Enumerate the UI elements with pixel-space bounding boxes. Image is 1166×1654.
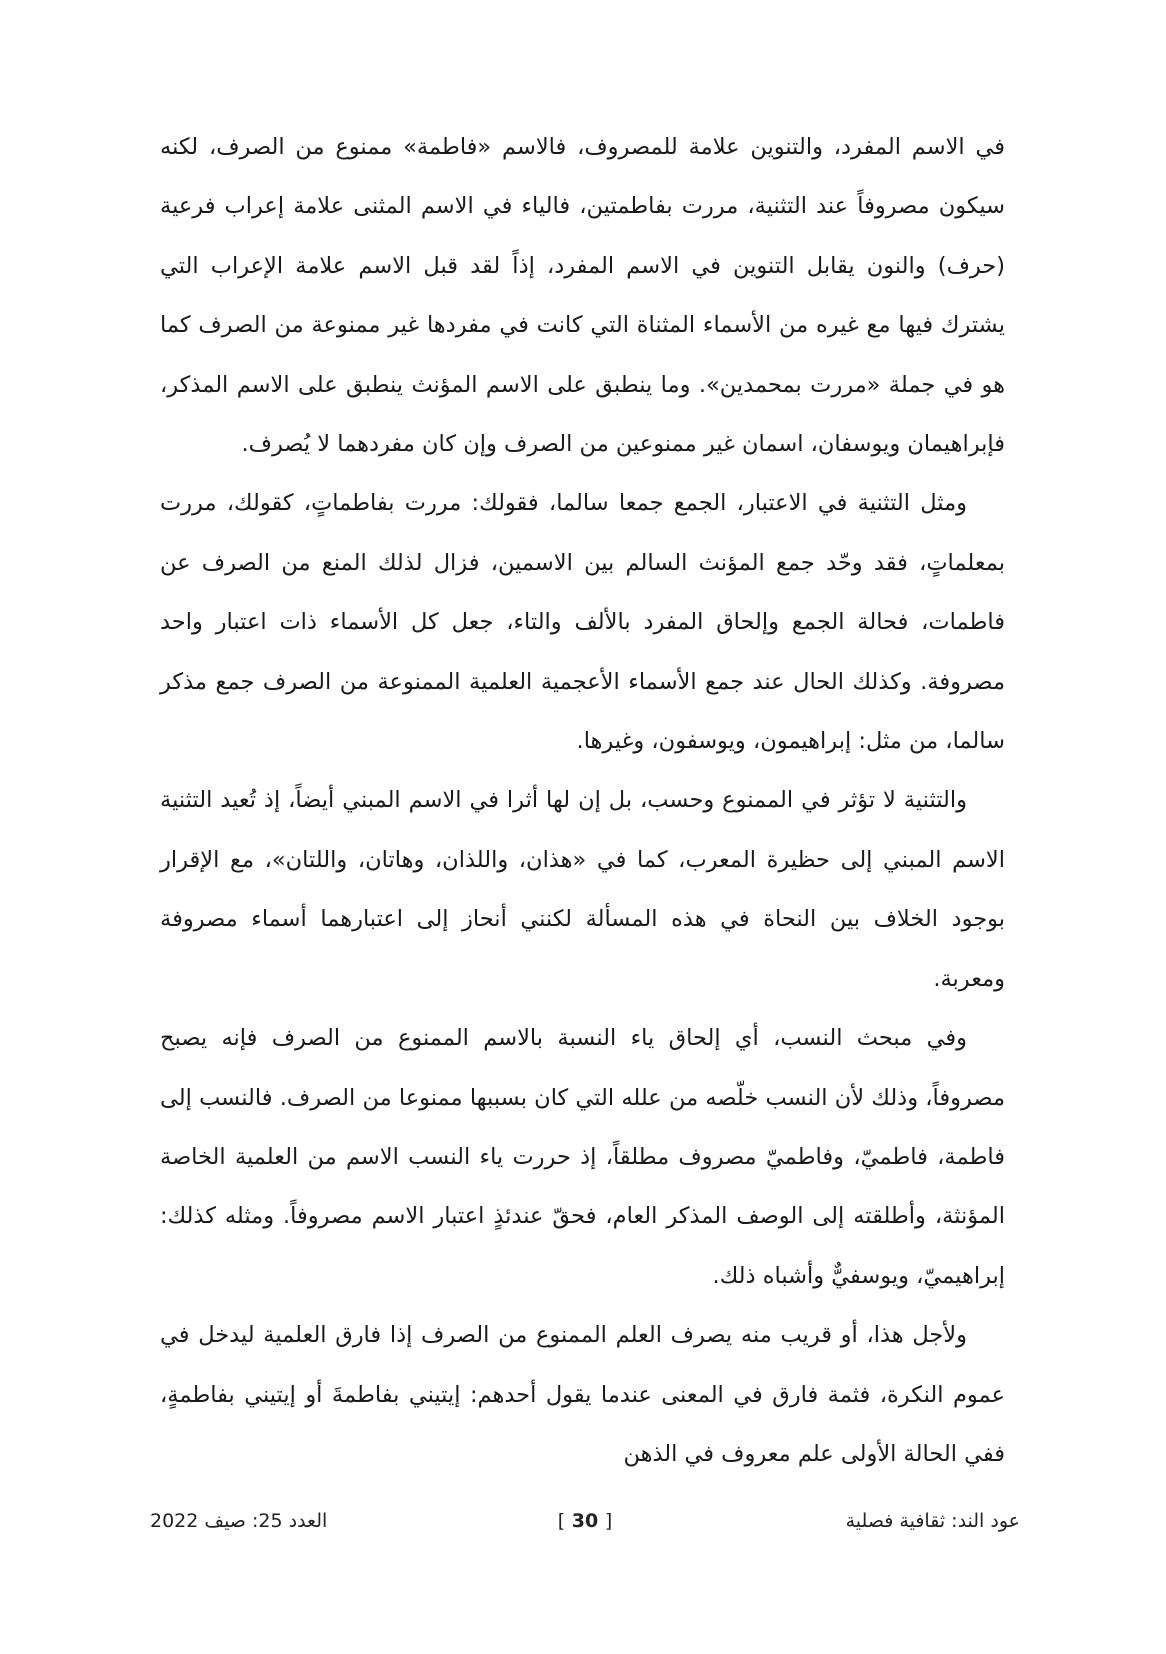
page-number-value: 30 bbox=[571, 1510, 599, 1532]
paragraph-4: وفي مبحث النسب، أي إلحاق ياء النسبة بالاسم الممنوع من الصرف فإنه يصبح مصروفاً، وذلك لأن النسب خلّصه من علله التي كان بسببها ممنوعا من الصرف. فالنسب إلى فاطمة، فاطميّ، وفاطميّ مصروف مطلقاً، إذ حررت ياء النسب الاسم من العلمية الخاصة المؤنثة، وأطلقته إلى الوصف المذكر العام، فحقّ عندئذٍ اعتبار الاسم مصروفاً. ومثله كذلك: إبراهيميّ، ويوسفيٌّ وأشباه ذلك. bbox=[160, 1025, 1005, 1289]
bracket-close: ] bbox=[604, 1510, 613, 1532]
paragraph-1: في الاسم المفرد، والتنوين علامة للمصروف، فالاسم «فاطمة» ممنوع من الصرف، لكنه سيكون مصروفاً عند التثنية، مررت بفاطمتين، فالياء في الاسم المثنى علامة إعراب فرعية (حرف) والنون يقابل التنوين في الاسم المفرد، إذاً لقد قبل الاسم علامة الإعراب التي يشترك فيها مع غيره من الأسماء المثناة التي كانت في مفردها غير ممنوعة من الصرف كما هو في جملة «مررت بمحمدين». وما ينطبق على الاسم المؤنث ينطبق على الاسم المذكر، فإبراهيمان ويوسفان، اسمان غير ممنوعين من الصرف وإن كان مفردهما لا يُصرف. bbox=[160, 134, 1005, 458]
paragraph-5: ولأجل هذا، أو قريب منه يصرف العلم الممنوع من الصرف إذا فارق العلمية ليدخل في عموم النكرة، فثمة فارق في المعنى عندما يقول أحدهم: إيتيني بفاطمةَ أو إيتيني بفاطمةٍ، ففي الحالة الأولى علم معروف في الذهن bbox=[160, 1322, 1005, 1467]
paragraph-2: ومثل التثنية في الاعتبار، الجمع جمعا سالما، فقولك: مررت بفاطماتٍ، كقولك، مررت بمعلماتٍ، فقد وحّد جمع المؤنث السالم بين الاسمين، فزال لذلك المنع من الصرف عن فاطمات، فحالة الجمع وإلحاق المفرد بالألف والتاء، جعل كل الأسماء ذات اعتبار واحد مصروفة. وكذلك الحال عند جمع الأسماء الأعجمية العلمية الممنوعة من الصرف جمع مذكر سالما، من مثل: إبراهيمون، ويوسفون، وغيرها. bbox=[160, 490, 1005, 755]
paragraph-3: والتثنية لا تؤثر في الممنوع وحسب، بل إن لها أثرا في الاسم المبني أيضاً، إذ تُعيد التثنية الاسم المبني إلى حظيرة المعرب، كما في «هذان، واللذان، وهاتان، واللتان»، مع الإقرار بوجود الخلاف بين النحاة في هذه المسألة لكنني أنحاز إلى اعتبارهما أسماء مصروفة ومعربة. bbox=[160, 787, 1005, 992]
bracket-open: [ bbox=[557, 1510, 566, 1532]
journal-title: عود الند: ثقافية فصلية bbox=[845, 1510, 1020, 1532]
issue-label: العدد 25: صيف 2022 bbox=[150, 1510, 328, 1532]
page-footer bbox=[150, 1510, 1020, 1550]
page-number bbox=[558, 1510, 613, 1532]
article-body bbox=[160, 118, 1005, 1484]
